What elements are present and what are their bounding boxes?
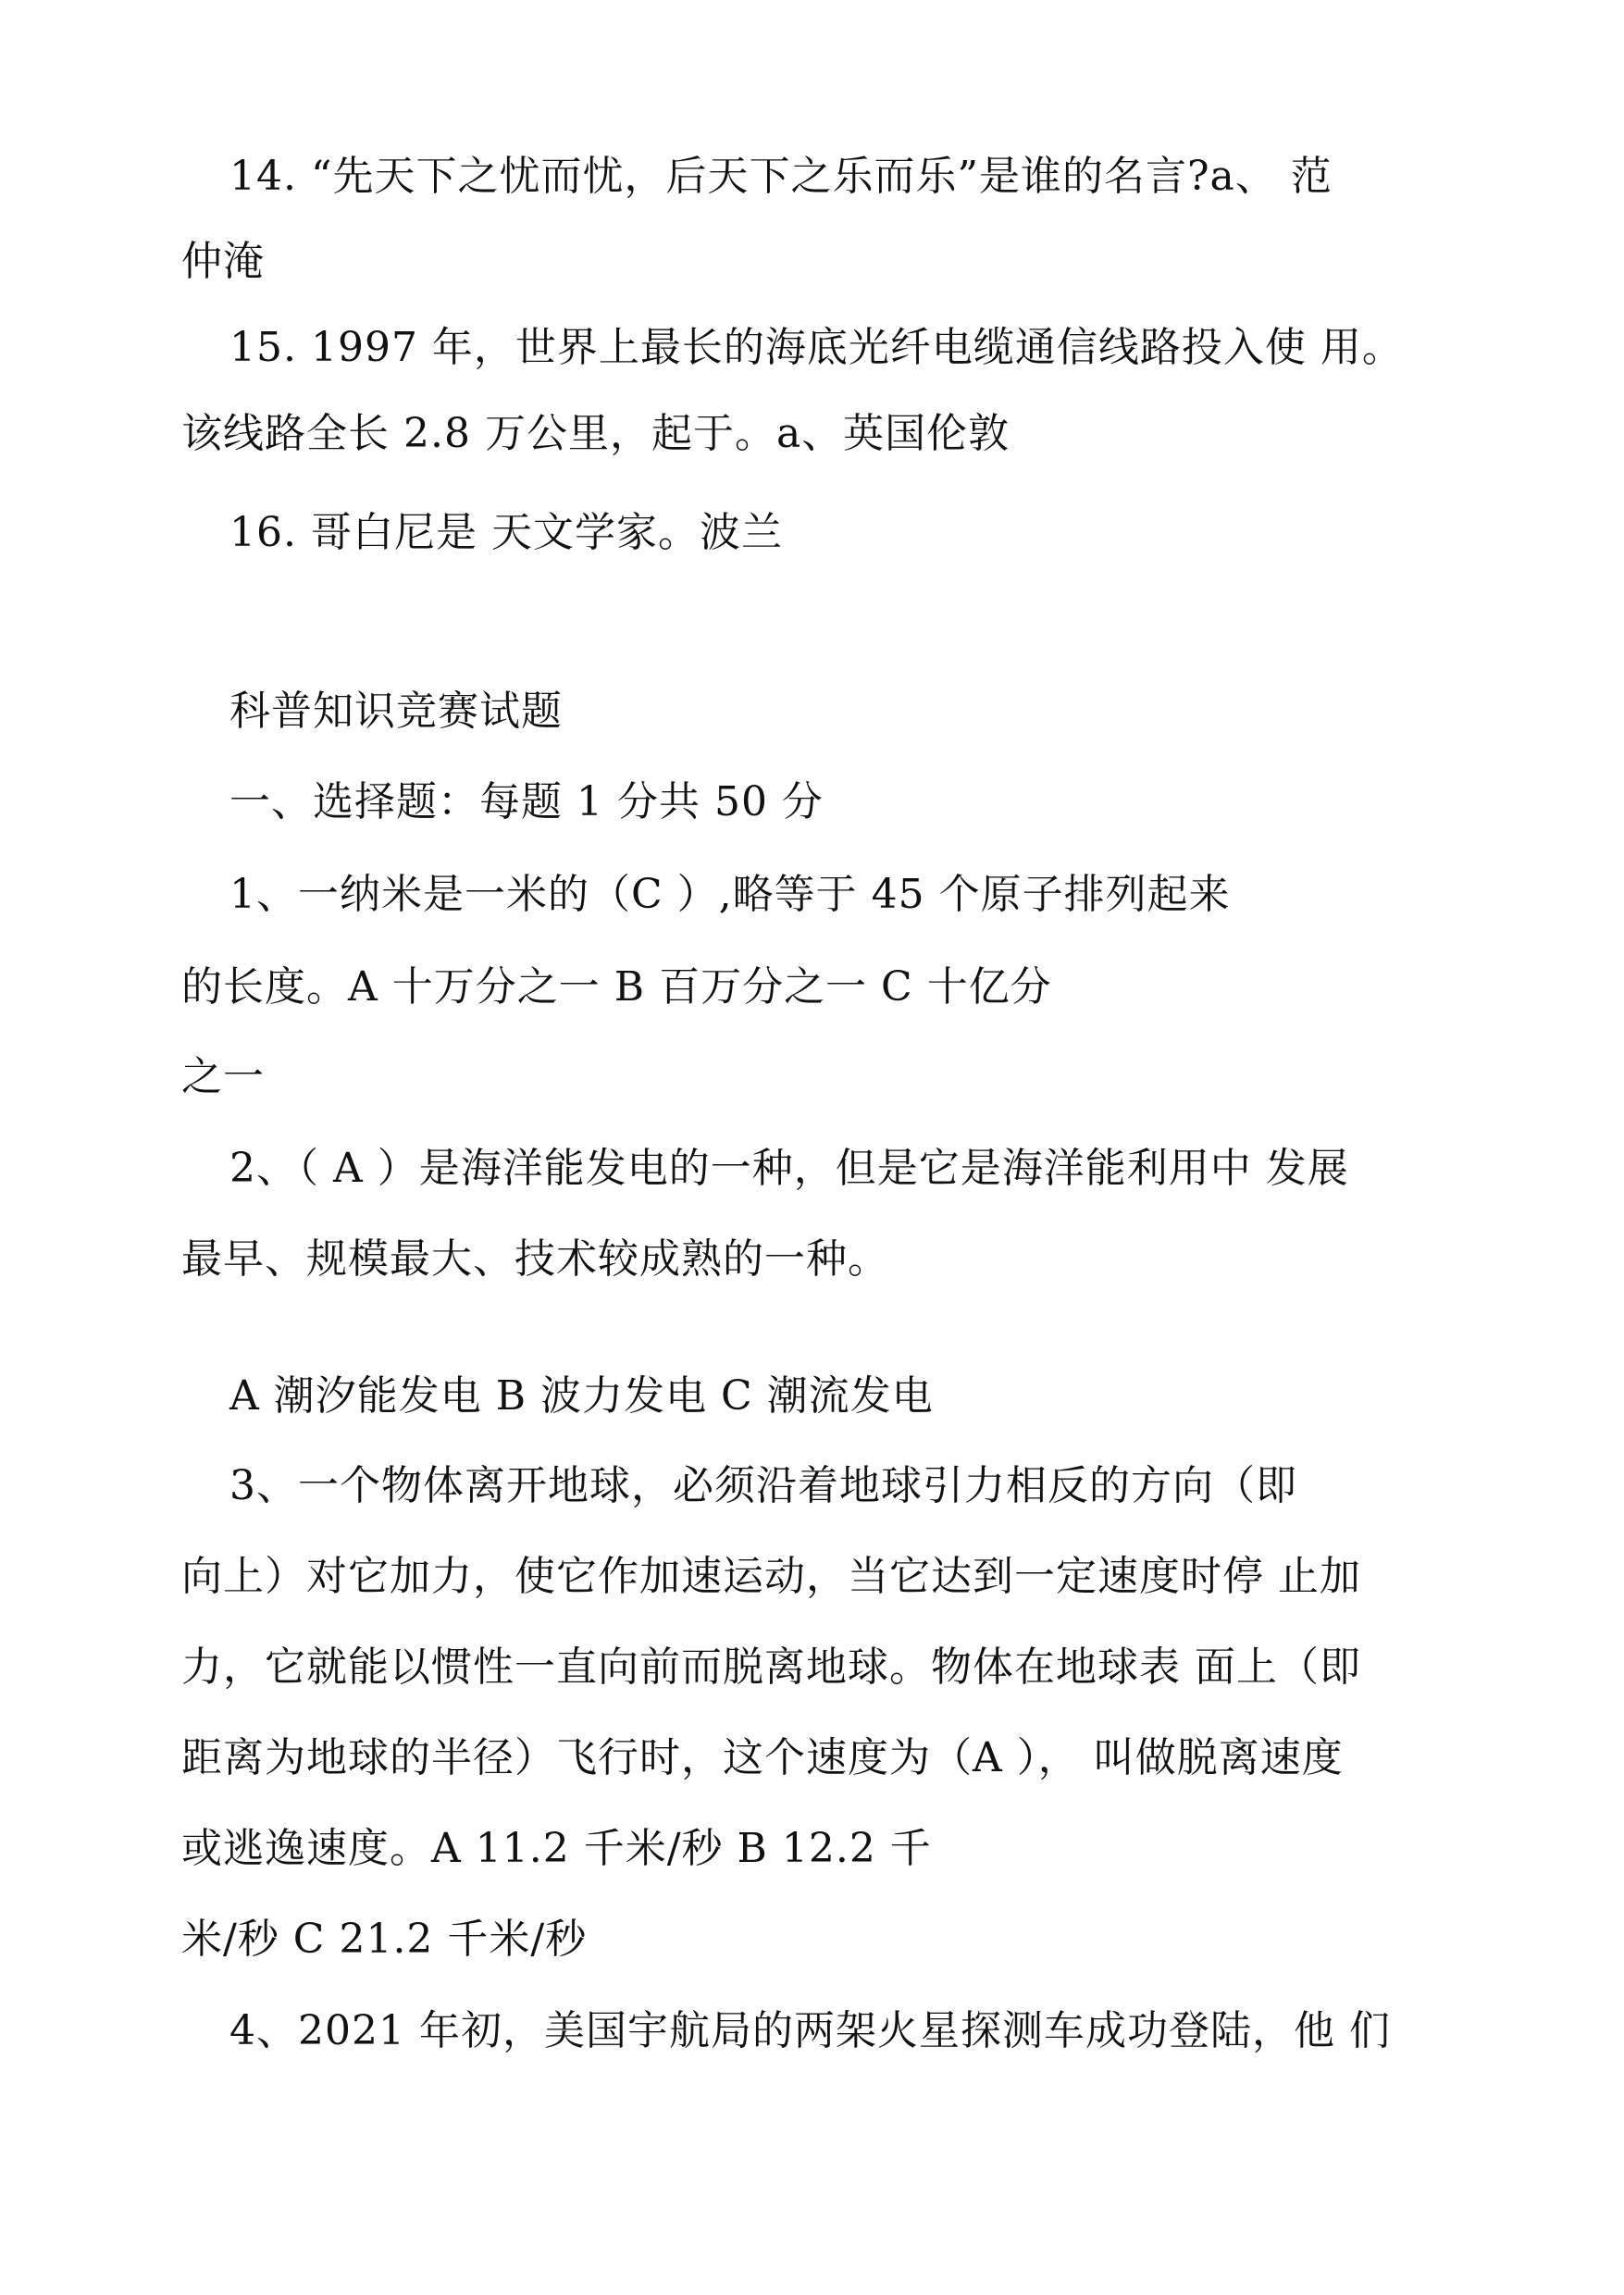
section-title: 科普知识竞赛试题: [229, 688, 563, 735]
text-line-q3-cont5: 米/秒 C 21.2 千米/秒: [181, 1916, 588, 1963]
text-line-q2: 2、（ A ）是海洋能发电的一种，但是它是海洋能利用中 发展: [229, 1145, 1349, 1192]
section-heading: 一、选择题：每题 1 分共 50 分: [229, 778, 824, 825]
text-line-q1-cont2: 之一: [181, 1053, 265, 1100]
text-line-q2-cont: 最早、规模最大、技术较成熟的一种。: [181, 1235, 889, 1283]
text-line-q3: 3、一个物体离开地球，必须沿着地球引力相反的方向（即: [229, 1462, 1297, 1509]
text-line-q2-options: A 潮汐能发电 B 波力发电 C 潮流发电: [229, 1372, 934, 1420]
text-line-q1: 1、一纳米是一米的（C ）,略等于 45 个原子排列起来: [229, 871, 1231, 918]
text-line-q3-cont: 向上）对它加力，使它作加速运动，当它达到一定速度时停 止加: [181, 1553, 1361, 1600]
text-line-q1-cont: 的长度。A 十万分之一 B 百万分之一 C 十亿分: [181, 963, 1052, 1011]
text-line-q15: 15. 1997 年，世界上最长的海底光纤电缆通信线路投入使 用。: [229, 324, 1404, 371]
text-line-q3-cont2: 力，它就能以惯性一直向前而脱离地球。物体在地球表 面上（即: [181, 1644, 1361, 1691]
text-line-q14-cont: 仲淹: [181, 238, 265, 285]
text-line-q3-cont3: 距离为地球的半径）飞行时，这个速度为（A ）， 叫做脱离速度: [181, 1734, 1344, 1781]
text-line-q14: 14. “先天下之忧而忧，后天下之乐而乐”是谁的名言?a、 范: [229, 153, 1333, 200]
text-line-q3-cont4: 或逃逸速度。A 11.2 千米/秒 B 12.2 千: [181, 1825, 932, 1872]
text-line-q16: 16. 哥白尼是 天文学家。波兰: [229, 509, 783, 556]
text-line-q15-cont: 该线路全长 2.8 万公里，起于。a、英国伦敦: [181, 410, 1010, 457]
text-line-q4: 4、2021 年初，美国宇航局的两架火星探测车成功登陆，他 们: [229, 2007, 1391, 2054]
